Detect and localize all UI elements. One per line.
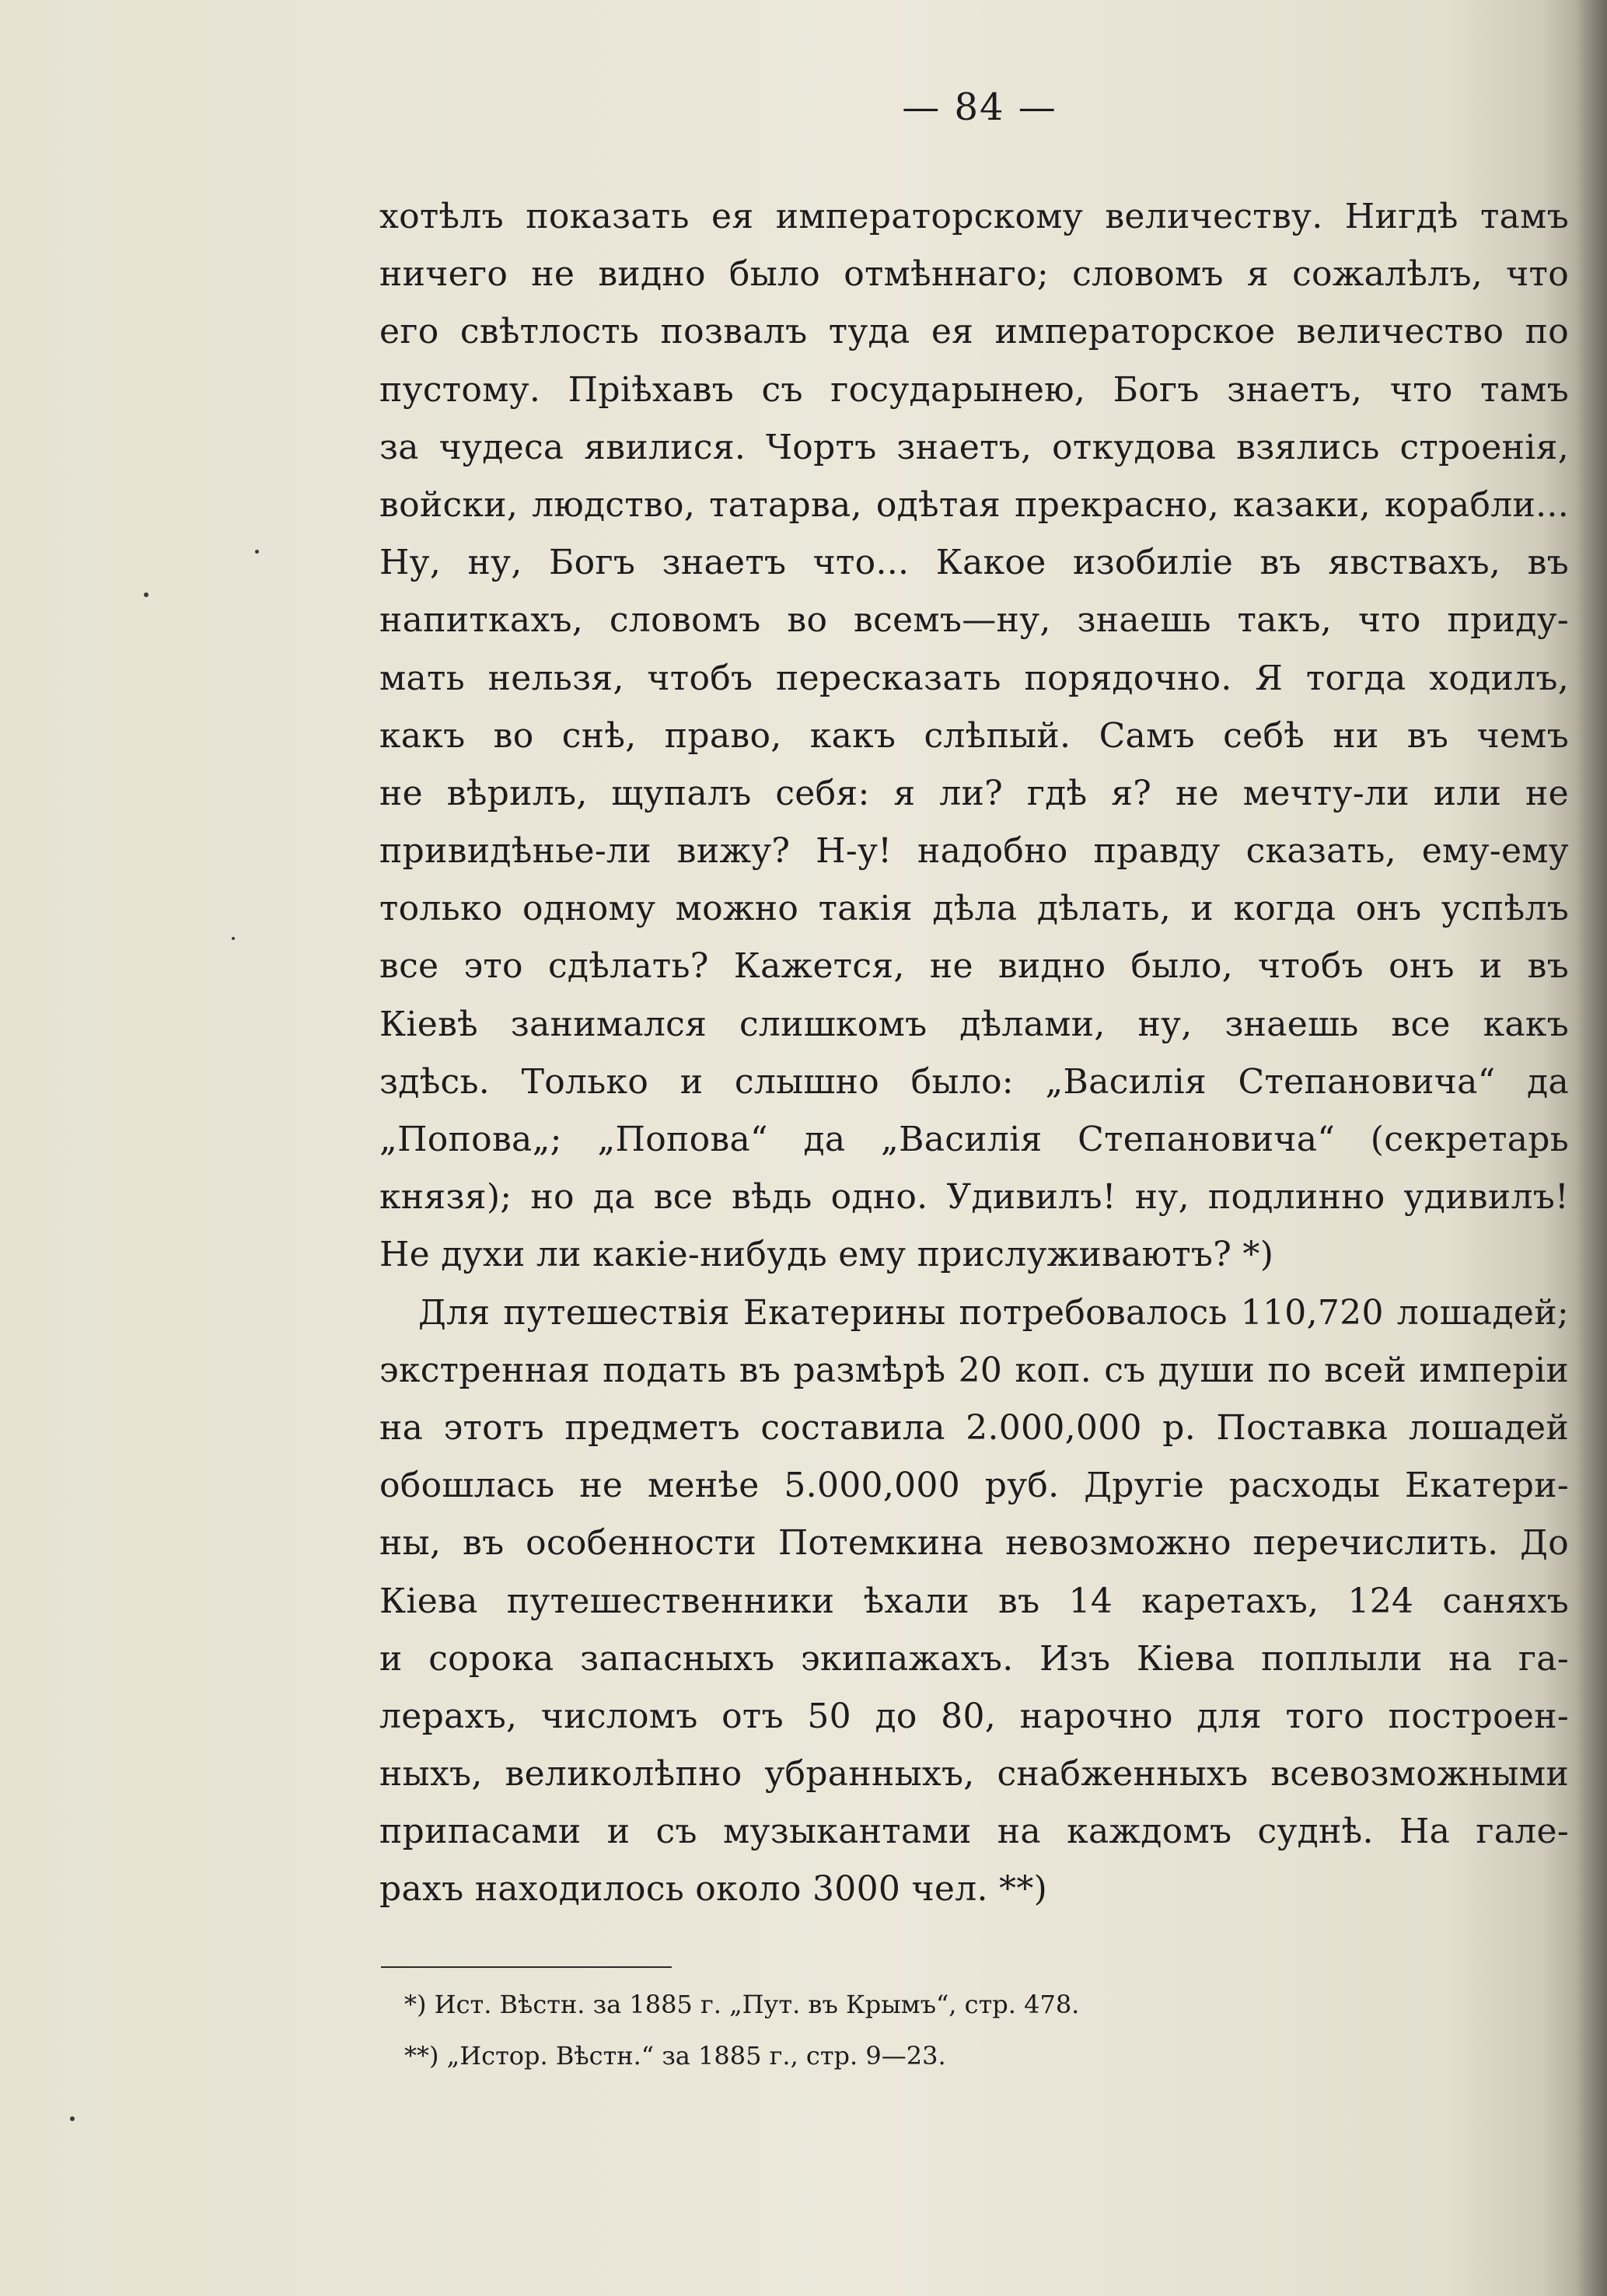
footnote: **) „Истор. Вѣстн.“ за 1885 г., стр. 9—23.: [404, 2041, 946, 2071]
text-line: все это сдѣлать? Кажется, не видно было, чтобъ онъ и въ: [379, 946, 1569, 987]
text-line: хотѣлъ показать ея императорскому величеству. Нигдѣ тамъ: [379, 197, 1569, 236]
text-line: припасами и съ музыкантами на каждомъ суднѣ. На гале-: [379, 1812, 1569, 1852]
text-line: ничего не видно было отмѣннаго; словомъ я сожалѣлъ, что: [379, 254, 1569, 295]
text-line: только одному можно такія дѣла дѣлать, и когда онъ успѣлъ: [379, 889, 1569, 929]
text-line: „Попова„; „Попова“ да „Василія Степановича“ (секретарь: [379, 1120, 1569, 1159]
text-line: не вѣрилъ, щупалъ себя: я ли? гдѣ я? не мечту-ли или не: [379, 773, 1569, 813]
text-line: Для путешествія Екатерины потребовалось 110,720 лошадей;: [418, 1292, 1569, 1333]
paper-speck: [70, 2116, 75, 2121]
text-line: Не духи ли какіе-нибудь ему прислуживаютъ? *): [379, 1235, 1274, 1275]
text-line: Кіева путешественники ѣхали въ 14 каретахъ, 124 саняхъ: [379, 1581, 1569, 1621]
text-line: какъ во снѣ, право, какъ слѣпый. Самъ себѣ ни въ чемъ: [379, 715, 1569, 756]
text-line: и сорока запасныхъ экипажахъ. Изъ Кіева поплыли на га-: [379, 1638, 1569, 1679]
text-line: мать нельзя, чтобъ пересказать порядочно. Я тогда ходилъ,: [379, 658, 1569, 698]
text-line: рахъ находилось около 3000 чел. **): [379, 1869, 1048, 1910]
text-line: его свѣтлость позвалъ туда ея императорское величество по: [379, 312, 1569, 352]
footnotes: [404, 1979, 1337, 2081]
body-text: [379, 188, 1569, 1919]
text-line: ны, въ особенности Потемкина невозможно перечислить. До: [379, 1523, 1569, 1564]
text-line: пустому. Пріѣхавъ съ государынею, Богъ знаетъ, что тамъ: [379, 369, 1569, 410]
text-line: за чудеса явилися. Чортъ знаетъ, откудова взялись строенія,: [379, 427, 1569, 467]
paper-speck: [232, 937, 235, 940]
footnote-separator: [381, 1966, 672, 1968]
text-line: князя); но да все вѣдь одно. Удивилъ! ну, подлинно удивилъ!: [379, 1177, 1569, 1218]
page-number: — 84 —: [902, 86, 1057, 129]
text-line: привидѣнье-ли вижу? Н-у! надобно правду сказать, ему-ему: [379, 831, 1569, 872]
footnote: *) Ист. Вѣстн. за 1885 г. „Пут. въ Крымъ“, стр. 478.: [404, 1990, 1080, 2019]
text-line: здѣсь. Только и слышно было: „Василія Степановича“ да: [379, 1061, 1569, 1102]
text-line: обошлась не менѣе 5.000,000 руб. Другіе расходы Екатери-: [379, 1466, 1569, 1506]
text-line: на этотъ предметъ составила 2.000,000 р. Поставка лошадей: [379, 1407, 1569, 1448]
text-line: экстренная подать въ размѣрѣ 20 коп. съ души по всей имперіи: [379, 1350, 1569, 1390]
paper-speck: [144, 592, 148, 597]
text-line: напиткахъ, словомъ во всемъ—ну, знаешь такъ, что приду-: [379, 600, 1569, 641]
text-line: Кіевѣ занимался слишкомъ дѣлами, ну, знаешь все какъ: [379, 1004, 1569, 1044]
paper-speck: [255, 550, 259, 554]
text-line: войски, людство, татарва, одѣтая прекрасно, казаки, корабли...: [379, 484, 1569, 525]
text-line: лерахъ, числомъ отъ 50 до 80, нарочно для того построен-: [379, 1696, 1569, 1736]
binding-edge-shadow: [1576, 0, 1607, 2296]
text-line: ныхъ, великолѣпно убранныхъ, снабженныхъ всевозможными: [379, 1754, 1569, 1795]
text-line: Ну, ну, Богъ знаетъ что... Какое изобиліе въ явствахъ, въ: [379, 543, 1569, 583]
